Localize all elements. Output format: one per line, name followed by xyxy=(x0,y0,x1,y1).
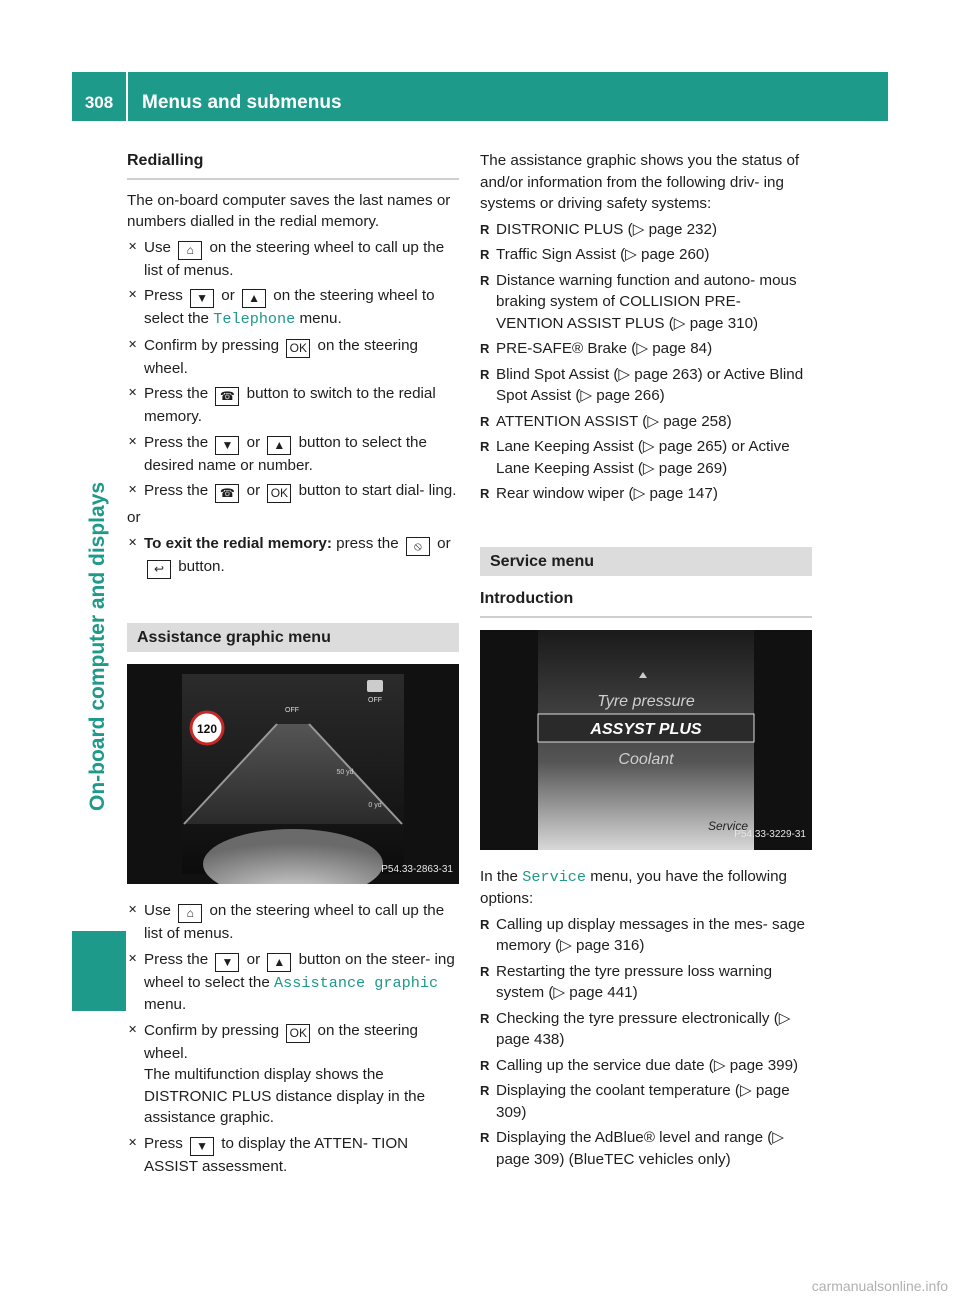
assistance-systems-intro: The assistance graphic shows you the status of and/or information from the following driv- ing systems or driving safety systems: xyxy=(480,152,800,212)
redial-step-3: ✕ Confirm by pressing OK on the steering wheel. xyxy=(127,335,459,380)
service-intro: In the Service menu, you have the following options: xyxy=(480,867,787,907)
down-key-icon: ▼ xyxy=(215,953,239,972)
assist-step-1: ✕ Use ⌂ on the steering wheel to call up the list of menus. xyxy=(127,900,459,945)
list-item: R Rear window wiper (▷ page 147) xyxy=(480,483,812,505)
redial-step-2: ✕ Press ▼ or ▲ on the steering wheel to select the Telephone menu. xyxy=(127,285,459,331)
list-item: R Traffic Sign Assist (▷ page 260) xyxy=(480,244,812,266)
side-tab xyxy=(72,121,126,1286)
watermark: carmanualsonline.info xyxy=(811,1278,948,1294)
redial-step-1: ✕ Use ⌂ on the steering wheel to call up the list of menus. xyxy=(127,237,459,282)
assistance-systems-list xyxy=(480,219,812,505)
menu-footer-service: Service xyxy=(707,818,748,833)
image-reference-code: P54.33-3229-31 xyxy=(734,829,806,840)
list-item: R ATTENTION ASSIST (▷ page 258) xyxy=(480,411,812,433)
list-item: R Checking the tyre pressure electronically (▷ page 438) xyxy=(480,1008,812,1051)
redial-exit-step: ✕ To exit the redial memory: press the ⦸ or ↩ button. xyxy=(127,533,459,579)
redial-step-5: ✕ Press the ▼ or ▲ button to select the desired name or number. xyxy=(127,432,459,477)
attention-assist-off-label: OFF xyxy=(368,697,382,704)
assist-step-3-note: The multifunction display shows the DISTRONIC PLUS distance display in the assistance graphic. xyxy=(144,1066,426,1126)
page-title: Menus and submenus xyxy=(128,72,888,121)
redial-step-4: ✕ Press the ☎ button to switch to the redial memory. xyxy=(127,383,459,428)
down-key-icon: ▼ xyxy=(190,1137,214,1156)
down-key-icon: ▼ xyxy=(215,436,239,455)
redialling-intro: The on-board computer saves the last names or numbers dialled in the redial memory. xyxy=(127,191,451,230)
assistance-display-illustration xyxy=(127,664,459,884)
up-key-icon: ▲ xyxy=(242,289,266,308)
side-tab-marker xyxy=(72,931,126,1011)
service-options-list xyxy=(480,914,812,1171)
home-key-icon: ⌂ xyxy=(178,904,202,923)
assist-step-2: ✕ Press the ▼ or ▲ button on the steer- ing wheel to select the Assistance graphic menu. xyxy=(127,949,459,1016)
ok-key-icon: OK xyxy=(286,1024,310,1043)
or-text: or xyxy=(127,509,141,526)
lane-assist-off-label: OFF xyxy=(285,707,299,714)
phone-key-icon: ☎ xyxy=(215,484,239,503)
distance-label-0: 0 yd xyxy=(368,802,382,809)
hang-up-key-icon: ⦸ xyxy=(406,537,430,556)
image-reference-code: P54.33-2863-31 xyxy=(381,863,453,875)
assist-step-4: ✕ Press ▼ to display the ATTEN- TION ASSIST assessment. xyxy=(127,1133,459,1178)
down-key-icon: ▼ xyxy=(190,289,214,308)
redial-step-6: ✕ Press the ☎ or OK button to start dial- ling. xyxy=(127,480,459,503)
service-menu-illustration xyxy=(480,630,812,850)
phone-key-icon: ☎ xyxy=(215,387,239,406)
assistance-heading: Assistance graphic menu xyxy=(127,623,459,653)
redialling-heading: Redialling xyxy=(127,150,459,180)
left-column xyxy=(127,150,459,1181)
list-item: R Displaying the AdBlue® level and range (▷ page 309) (BlueTEC vehicles only) xyxy=(480,1127,812,1170)
list-item: R Displaying the coolant temperature (▷ page 309) xyxy=(480,1080,812,1123)
distance-label-50: 50 yd xyxy=(336,769,354,776)
list-item: R Distance warning function and autono- mous braking system of COLLISION PRE- VENTION ASSIST PLUS (▷ page 310) xyxy=(480,270,812,335)
home-key-icon: ⌂ xyxy=(178,241,202,260)
display-text-telephone: Telephone xyxy=(213,310,296,328)
ok-key-icon: OK xyxy=(267,484,291,503)
ok-key-icon: OK xyxy=(286,339,310,358)
list-item: R Lane Keeping Assist (▷ page 265) or Active Lane Keeping Assist (▷ page 269) xyxy=(480,436,812,479)
list-item: R Calling up display messages in the mes- sage memory (▷ page 316) xyxy=(480,914,812,957)
list-item: R Blind Spot Assist (▷ page 263) or Active Blind Spot Assist (▷ page 266) xyxy=(480,364,812,407)
menu-item-coolant: Coolant xyxy=(618,750,674,768)
side-tab-label: On-board computer and displays xyxy=(86,481,109,811)
assistance-graphic-image xyxy=(127,664,459,884)
up-key-icon: ▲ xyxy=(267,436,291,455)
assist-step-3: ✕ Confirm by pressing OK on the steering wheel. The multifunction display shows the DISTRONIC PLUS distance display in the assistance graphic. xyxy=(127,1020,459,1129)
speed-limit-value: 120 xyxy=(196,722,218,736)
list-item: R PRE-SAFE® Brake (▷ page 84) xyxy=(480,338,812,360)
back-key-icon: ↩ xyxy=(147,560,171,579)
list-item: R Calling up the service due date (▷ page 399) xyxy=(480,1055,812,1077)
service-menu-image xyxy=(480,630,812,850)
page-header xyxy=(72,72,888,121)
menu-item-assyst-plus: ASSYST PLUS xyxy=(590,720,702,738)
menu-item-tyre-pressure: Tyre pressure xyxy=(597,692,695,710)
list-item: R DISTRONIC PLUS (▷ page 232) xyxy=(480,219,812,241)
introduction-heading: Introduction xyxy=(480,588,812,618)
coffee-cup-icon xyxy=(367,680,383,692)
display-text-assistance-graphic: Assistance graphic xyxy=(274,973,439,992)
right-column xyxy=(480,150,812,1174)
up-key-icon: ▲ xyxy=(267,953,291,972)
list-item: R Restarting the tyre pressure loss warning system (▷ page 441) xyxy=(480,961,812,1004)
display-text-service: Service xyxy=(522,867,587,886)
service-menu-heading: Service menu xyxy=(480,547,812,577)
page-number: 308 xyxy=(72,72,126,121)
